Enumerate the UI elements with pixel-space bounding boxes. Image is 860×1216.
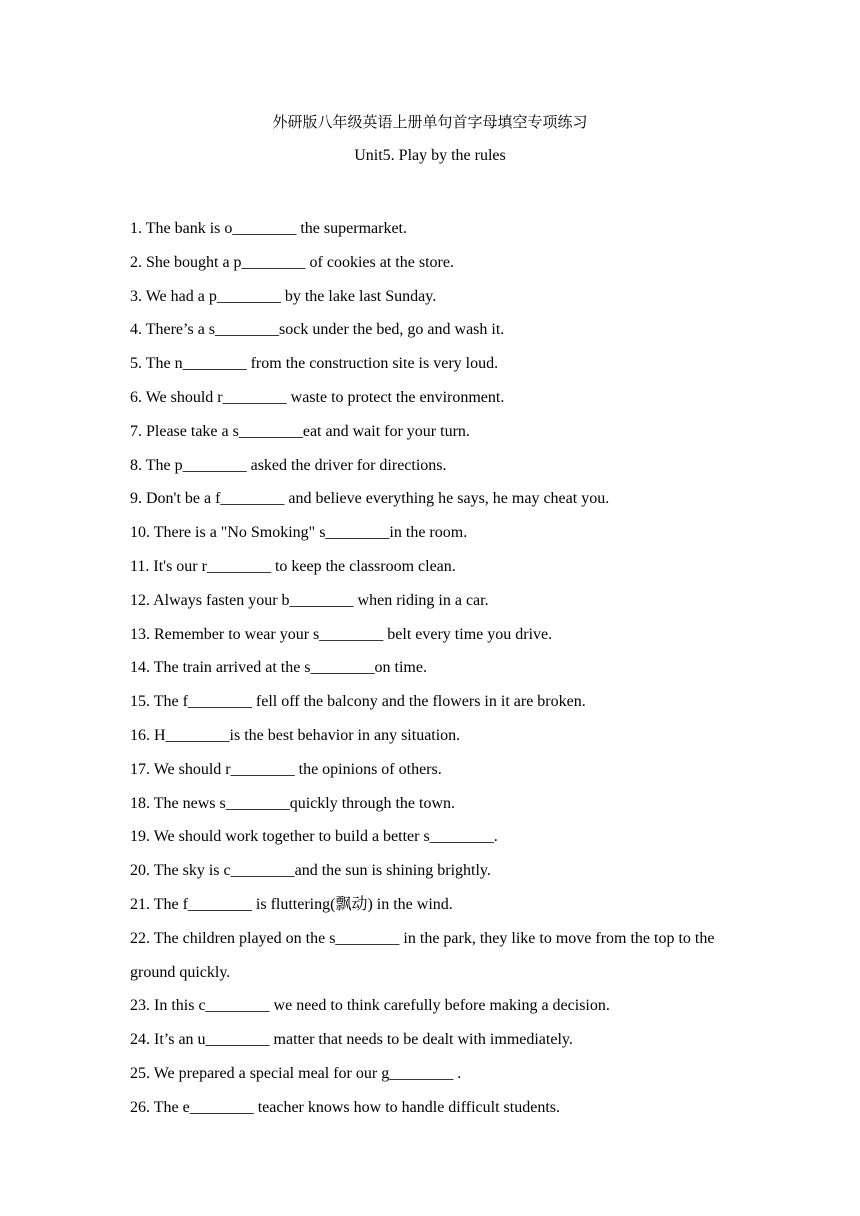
exercise-item: 18. The news s________quickly through the town. (130, 794, 456, 812)
exercise-item: 22. The children played on the s________ in the park, they like to move from the top to the ground quickly. (130, 929, 715, 981)
exercise-item: 1. The bank is o________ the supermarket. (130, 220, 407, 237)
exercise-item: 3. We had a p________ by the lake last Sunday. (130, 287, 437, 305)
exercise-item: 23. In this c________ we need to think carefully before making a decision. (130, 997, 610, 1015)
exercise-item: 17. We should r________ the opinions of others. (130, 760, 442, 778)
exercise-item: 9. Don't be a f________ and believe everything he says, he may cheat you. (130, 490, 610, 508)
exercise-item: 2. She bought a p________ of cookies at the store. (130, 253, 454, 271)
exercise-item: 19. We should work together to build a better s________. (130, 828, 498, 846)
exercise-item: 12. Always fasten your b________ when riding in a car. (130, 591, 489, 609)
exercise-item: 25. We prepared a special meal for our g________ . (130, 1064, 462, 1082)
exercise-item: 10. There is a "No Smoking" s________in the room. (130, 524, 468, 542)
document-title: 外研版八年级英语上册单句首字母填空专项练习 (272, 113, 588, 131)
exercise-item: 8. The p________ asked the driver for directions. (130, 456, 447, 474)
exercise-item: 21. The f________ is fluttering(飘动) in the wind. (130, 895, 453, 913)
exercise-item: 7. Please take a s________eat and wait for your turn. (130, 422, 470, 440)
exercise-item: 15. The f________ fell off the balcony and the flowers in it are broken. (130, 693, 586, 711)
exercise-item: 16. H________is the best behavior in any situation. (130, 726, 461, 744)
exercise-item: 4. There’s a s________sock under the bed, go and wash it. (130, 321, 505, 339)
unit-subtitle: Unit5. Play by the rules (354, 147, 506, 164)
exercise-item: 14. The train arrived at the s________on time. (130, 659, 427, 677)
exercise-item: 13. Remember to wear your s________ belt every time you drive. (130, 625, 553, 643)
exercise-item: 11. It's our r________ to keep the classroom clean. (130, 557, 456, 575)
exercise-item: 20. The sky is c________and the sun is shining brightly. (130, 862, 491, 880)
exercise-item: 6. We should r________ waste to protect the environment. (130, 388, 505, 406)
exercise-item: 24. It’s an u________ matter that needs to be dealt with immediately. (130, 1031, 573, 1049)
exercise-item: 5. The n________ from the construction site is very loud. (130, 355, 499, 373)
exercise-item: 26. The e________ teacher knows how to handle difficult students. (130, 1098, 560, 1116)
exercise-list (130, 212, 740, 1125)
